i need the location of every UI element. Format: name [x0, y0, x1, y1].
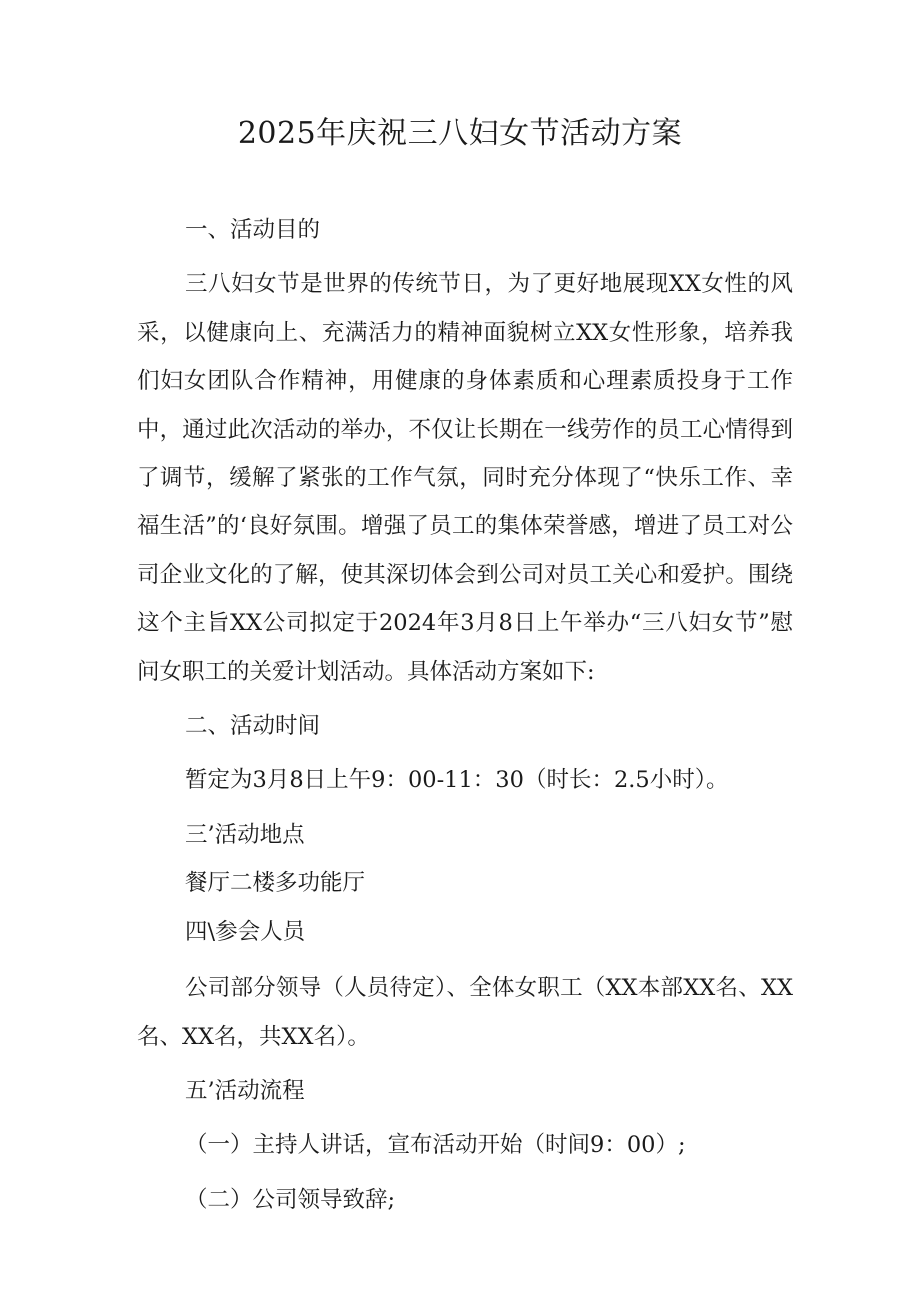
section-heading-location: 三’活动地点 — [185, 821, 305, 848]
section-heading-attendees: 四\参会人员 — [185, 918, 306, 945]
section-body-location: 餐厅二楼多功能厅 — [185, 870, 366, 897]
section-body-attendees: 公司部分领导（人员待定）、全体女职工（XX本部XX名、XX名、XX名，共XX名）。 — [137, 975, 793, 1050]
process-item-1: （一）主持人讲话，宣布活动开始（时间9：00）; — [185, 1132, 686, 1159]
document-body — [137, 206, 793, 1224]
process-item-2: （二）公司领导致辞; — [185, 1186, 396, 1213]
section-heading-purpose: 一、活动目的 — [185, 217, 321, 243]
section-body-time: 暂定为3月8日上午9：00-11：30（时长：2.5小时）。 — [185, 767, 729, 794]
section-body-purpose: 三八妇女节是世界的传统节日，为了更好地展现XX女性的风采，以健康向上、充满活力的精神面貌树立XX女性形象，培养我们妇女团队合作精神，用健康的身体素质和心理素质投身于工作中，通过此次活动的举办，不仅让长期在一线劳作的员工心情得到了调节，缓解了紧张的工作气氛，同时充分体现了“快乐工作、幸福生活”的‘良好氛围。增强了员工的集体荣誉感，增进了员工对公司企业文化的了解，使其深切体会到公司对员工关心和爱护。围绕这个主旨XX公司拟定于2024年3月8日上午举办“三八妇女节”慰问女职工的关爱计划活动。具体活动方案如下: — [137, 271, 793, 685]
section-heading-process: 五’活动流程 — [185, 1077, 305, 1104]
section-heading-time: 二、活动时间 — [185, 713, 321, 740]
document-title: 2025年庆祝三八妇女节活动方案 — [237, 116, 683, 151]
